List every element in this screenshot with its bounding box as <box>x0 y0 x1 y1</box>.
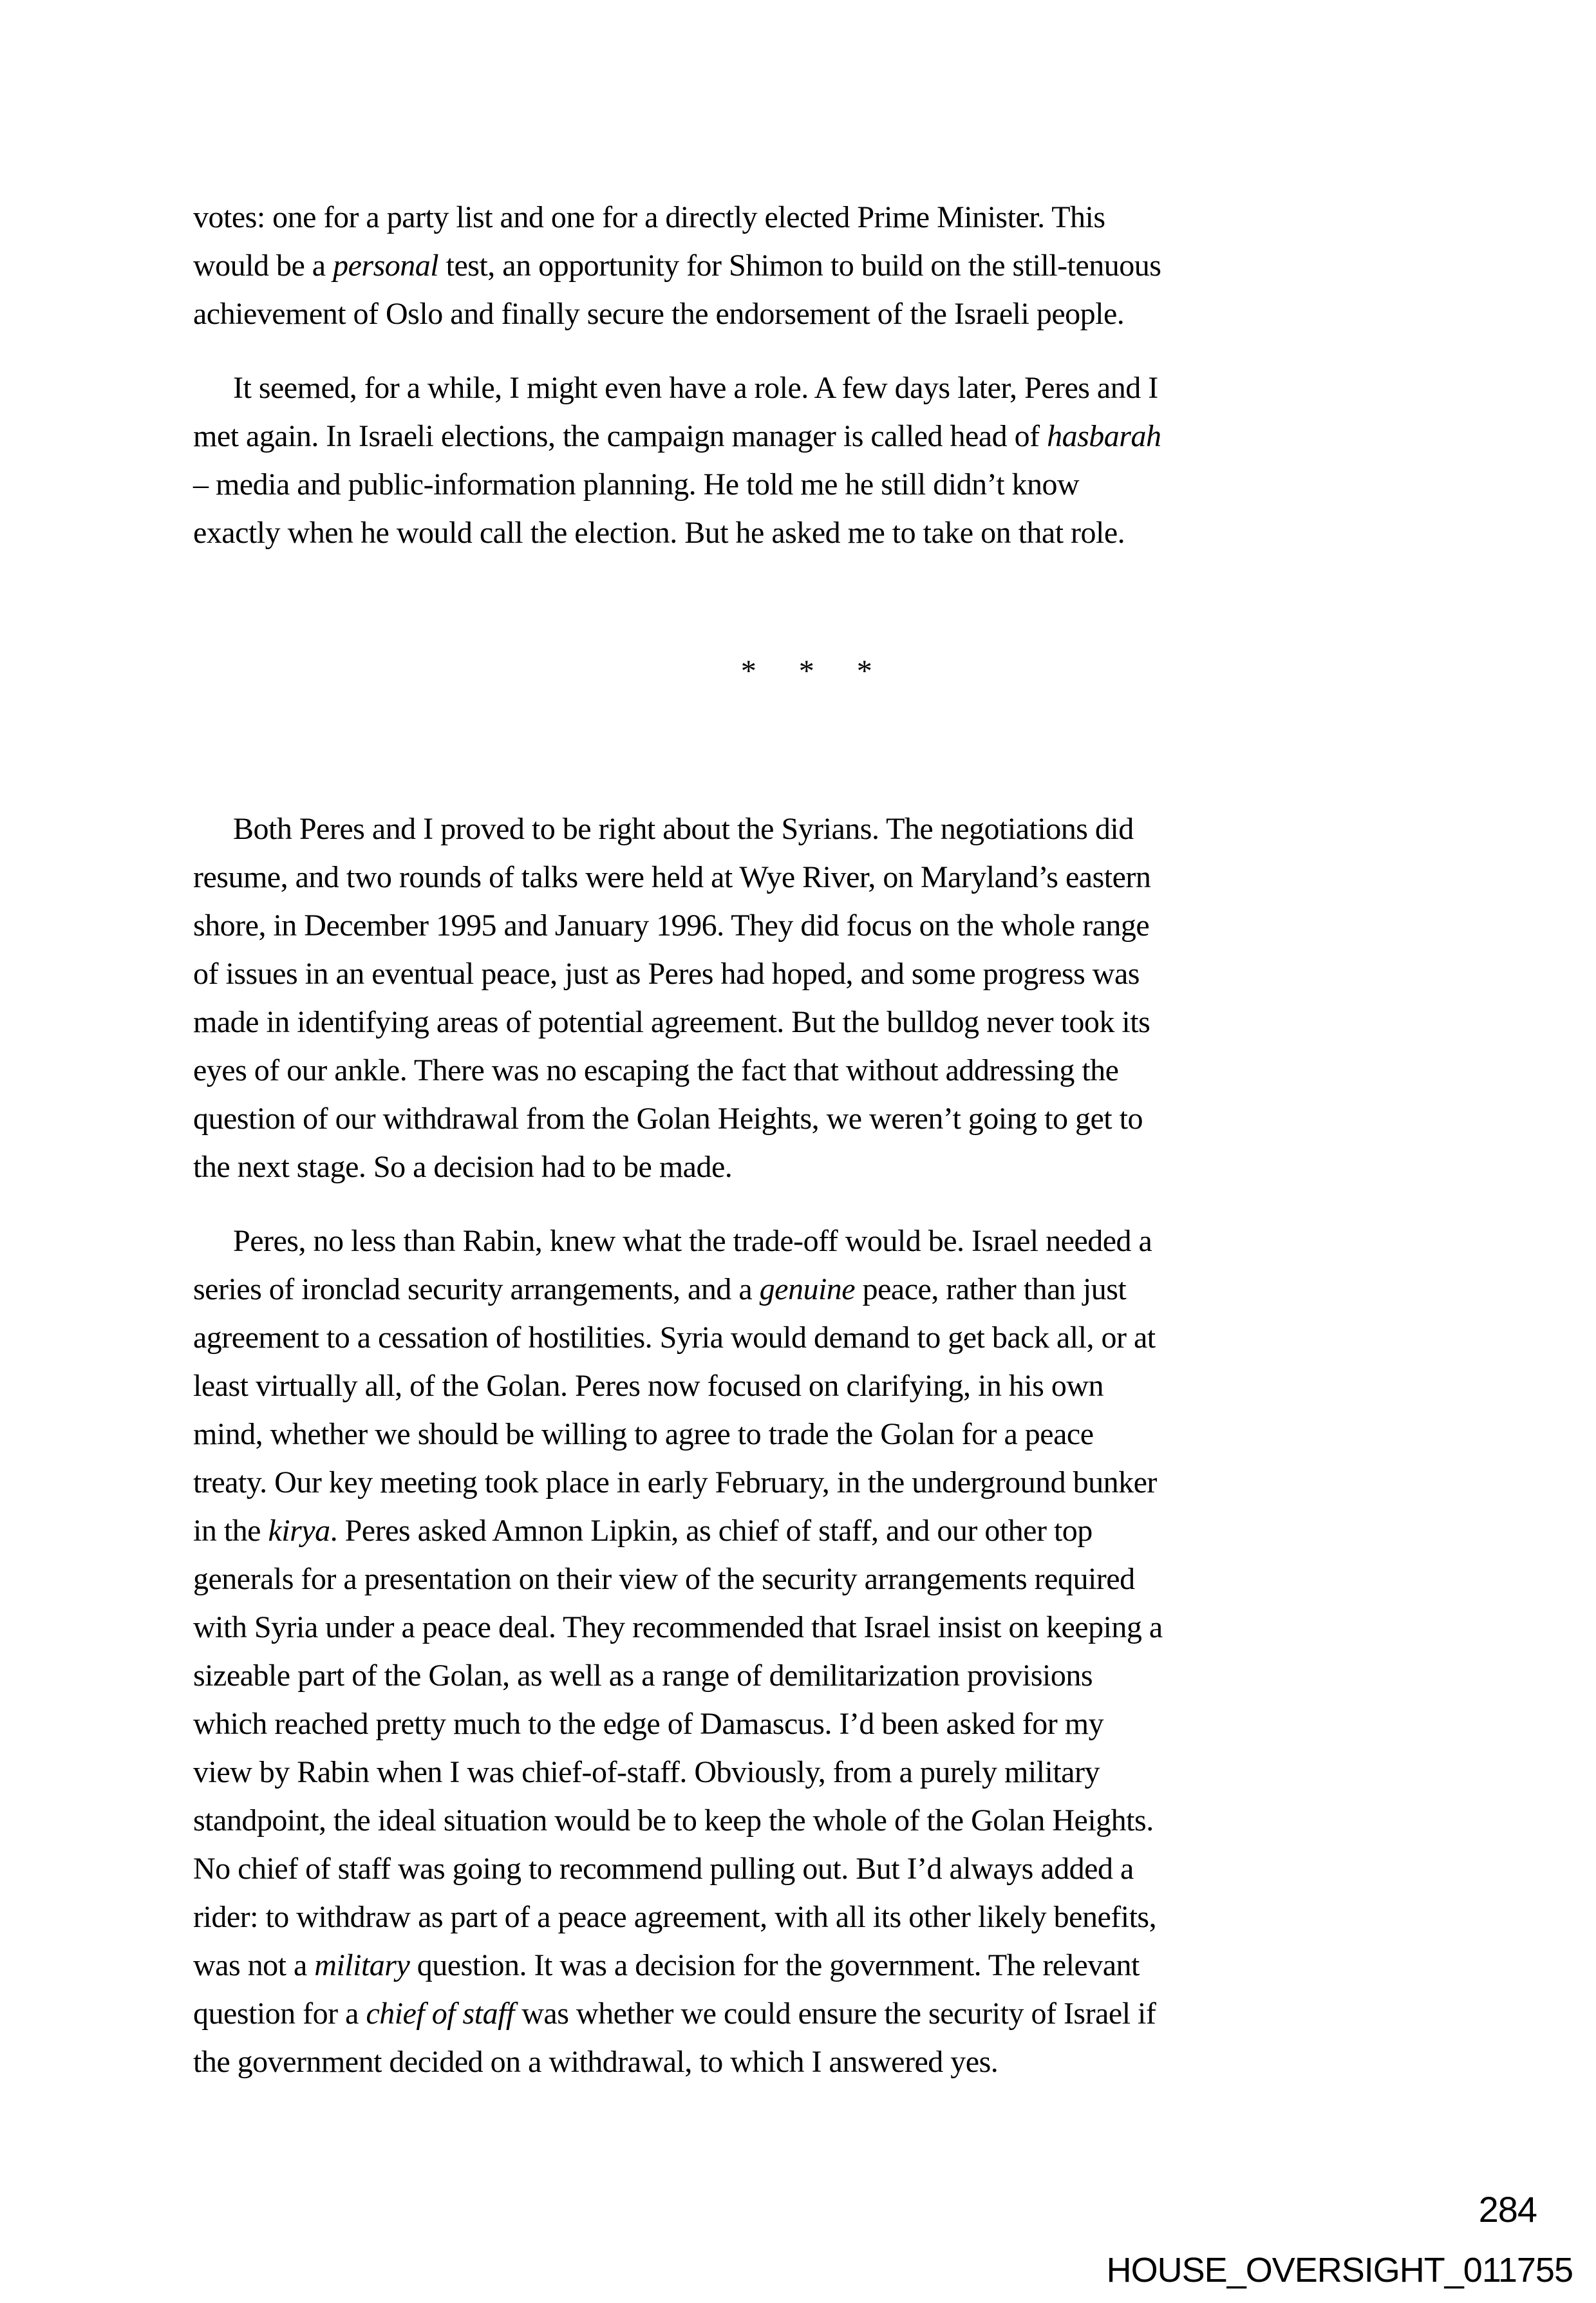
text-segment: which reached pretty much to the edge of Damascus. I’d been asked for my <box>193 1707 1104 1741</box>
text-line <box>193 1313 1420 1362</box>
italic-text-segment: hasbarah <box>1047 419 1161 453</box>
text-line <box>193 1845 1420 1893</box>
text-segment: exactly when he would call the election. But he asked me to take on that role. <box>193 516 1125 550</box>
text-segment: was not a <box>193 1948 315 1982</box>
text-segment: shore, in December 1995 and January 1996. They did focus on the whole range <box>193 908 1150 943</box>
text-line <box>193 412 1420 460</box>
text-line <box>193 1217 1420 1265</box>
italic-text-segment: kirya <box>268 1514 330 1548</box>
text-segment: – media and public-information planning. He told me he still didn’t know <box>193 467 1080 502</box>
text-segment: standpoint, the ideal situation would be to keep the whole of the Golan Heights. <box>193 1803 1154 1838</box>
text-line <box>193 364 1420 412</box>
text-segment: generals for a presentation on their view of the security arrangements required <box>193 1562 1135 1596</box>
text-segment: agreement to a cessation of hostilities. Syria would demand to get back all, or at <box>193 1321 1156 1355</box>
italic-text-segment: chief of staff <box>366 1997 514 2031</box>
text-line <box>193 241 1420 290</box>
text-segment: eyes of our ankle. There was no escaping the fact that without addressing the <box>193 1053 1119 1087</box>
text-segment: No chief of staff was going to recommend pulling out. But I’d always added a <box>193 1852 1134 1886</box>
text-segment: test, an opportunity for Shimon to build on the still-tenuous <box>438 249 1161 283</box>
text-line <box>193 1362 1420 1410</box>
paragraph <box>193 1217 1420 2086</box>
text-segment: the next stage. So a decision had to be made. <box>193 1150 733 1184</box>
text-segment: the government decided on a withdrawal, to which I answered yes. <box>193 2045 999 2079</box>
text-line <box>193 950 1420 998</box>
text-segment: least virtually all, of the Golan. Peres now focused on clarifying, in his own <box>193 1369 1104 1403</box>
text-line <box>193 509 1420 557</box>
text-line <box>193 193 1420 241</box>
text-segment: question of our withdrawal from the Golan Heights, we weren’t going to get to <box>193 1102 1143 1136</box>
text-block <box>193 193 1420 2086</box>
text-line <box>193 1989 1420 2038</box>
paragraph <box>193 193 1420 338</box>
italic-text-segment: military <box>314 1948 410 1982</box>
text-segment: met again. In Israeli elections, the campaign manager is called head of <box>193 419 1047 453</box>
text-line <box>193 1555 1420 1603</box>
text-segment: achievement of Oslo and finally secure the endorsement of the Israeli people. <box>193 297 1125 331</box>
text-segment: votes: one for a party list and one for a directly elected Prime Minister. This <box>193 200 1105 234</box>
text-segment: mind, whether we should be willing to agree to trade the Golan for a peace <box>193 1417 1094 1451</box>
text-line <box>193 901 1420 950</box>
text-line <box>193 460 1420 509</box>
text-line <box>193 1700 1420 1748</box>
text-segment: with Syria under a peace deal. They recommended that Israel insist on keeping a <box>193 1610 1163 1644</box>
text-segment: in the <box>193 1514 268 1548</box>
text-segment: sizeable part of the Golan, as well as a range of demilitarization provisions <box>193 1659 1093 1693</box>
text-segment: rider: to withdraw as part of a peace agreement, with all its other likely benefits, <box>193 1900 1157 1934</box>
text-segment: would be a <box>193 249 333 283</box>
text-segment: Peres, no less than Rabin, knew what the trade-off would be. Israel needed a <box>233 1224 1152 1258</box>
text-segment: peace, rather than just <box>855 1272 1127 1306</box>
text-line <box>193 290 1420 338</box>
text-line <box>193 1507 1420 1555</box>
section-separator: * * * <box>740 654 872 688</box>
italic-text-segment: genuine <box>759 1272 856 1306</box>
text-segment: series of ironclad security arrangements, and a <box>193 1272 760 1306</box>
text-segment: question for a <box>193 1997 366 2031</box>
text-line <box>193 2038 1420 2086</box>
text-line <box>193 1410 1420 1458</box>
text-line <box>193 1603 1420 1651</box>
bates-stamp-watermark: HOUSE_OVERSIGHT_011755 <box>1106 2251 1573 2289</box>
text-line <box>193 853 1420 901</box>
text-segment: treaty. Our key meeting took place in early February, in the underground bunker <box>193 1465 1157 1499</box>
text-segment: was whether we could ensure the security of Israel if <box>514 1997 1156 2031</box>
paragraph <box>193 805 1420 1191</box>
text-line <box>193 1095 1420 1143</box>
text-segment: view by Rabin when I was chief-of-staff. Obviously, from a purely military <box>193 1755 1100 1789</box>
text-line <box>193 1458 1420 1507</box>
text-line <box>193 1941 1420 1989</box>
text-line <box>193 1893 1420 1941</box>
text-line <box>193 1046 1420 1095</box>
text-segment: made in identifying areas of potential agreement. But the bulldog never took its <box>193 1005 1150 1039</box>
text-line <box>193 998 1420 1046</box>
text-segment: Both Peres and I proved to be right about the Syrians. The negotiations did <box>233 812 1134 846</box>
text-segment: It seemed, for a while, I might even have a role. A few days later, Peres and I <box>233 371 1158 405</box>
text-line <box>193 1796 1420 1845</box>
text-line <box>193 805 1420 853</box>
text-line <box>193 1651 1420 1700</box>
paragraph <box>193 364 1420 557</box>
text-line <box>193 1143 1420 1191</box>
italic-text-segment: personal <box>333 249 439 283</box>
text-segment: resume, and two rounds of talks were held at Wye River, on Maryland’s eastern <box>193 860 1151 894</box>
text-segment: of issues in an eventual peace, just as Peres had hoped, and some progress was <box>193 957 1140 991</box>
page-number: 284 <box>1478 2189 1537 2230</box>
text-segment: . Peres asked Amnon Lipkin, as chief of staff, and our other top <box>330 1514 1093 1548</box>
text-segment: question. It was a decision for the government. The relevant <box>409 1948 1140 1982</box>
text-line <box>193 1265 1420 1313</box>
text-line <box>193 1748 1420 1796</box>
